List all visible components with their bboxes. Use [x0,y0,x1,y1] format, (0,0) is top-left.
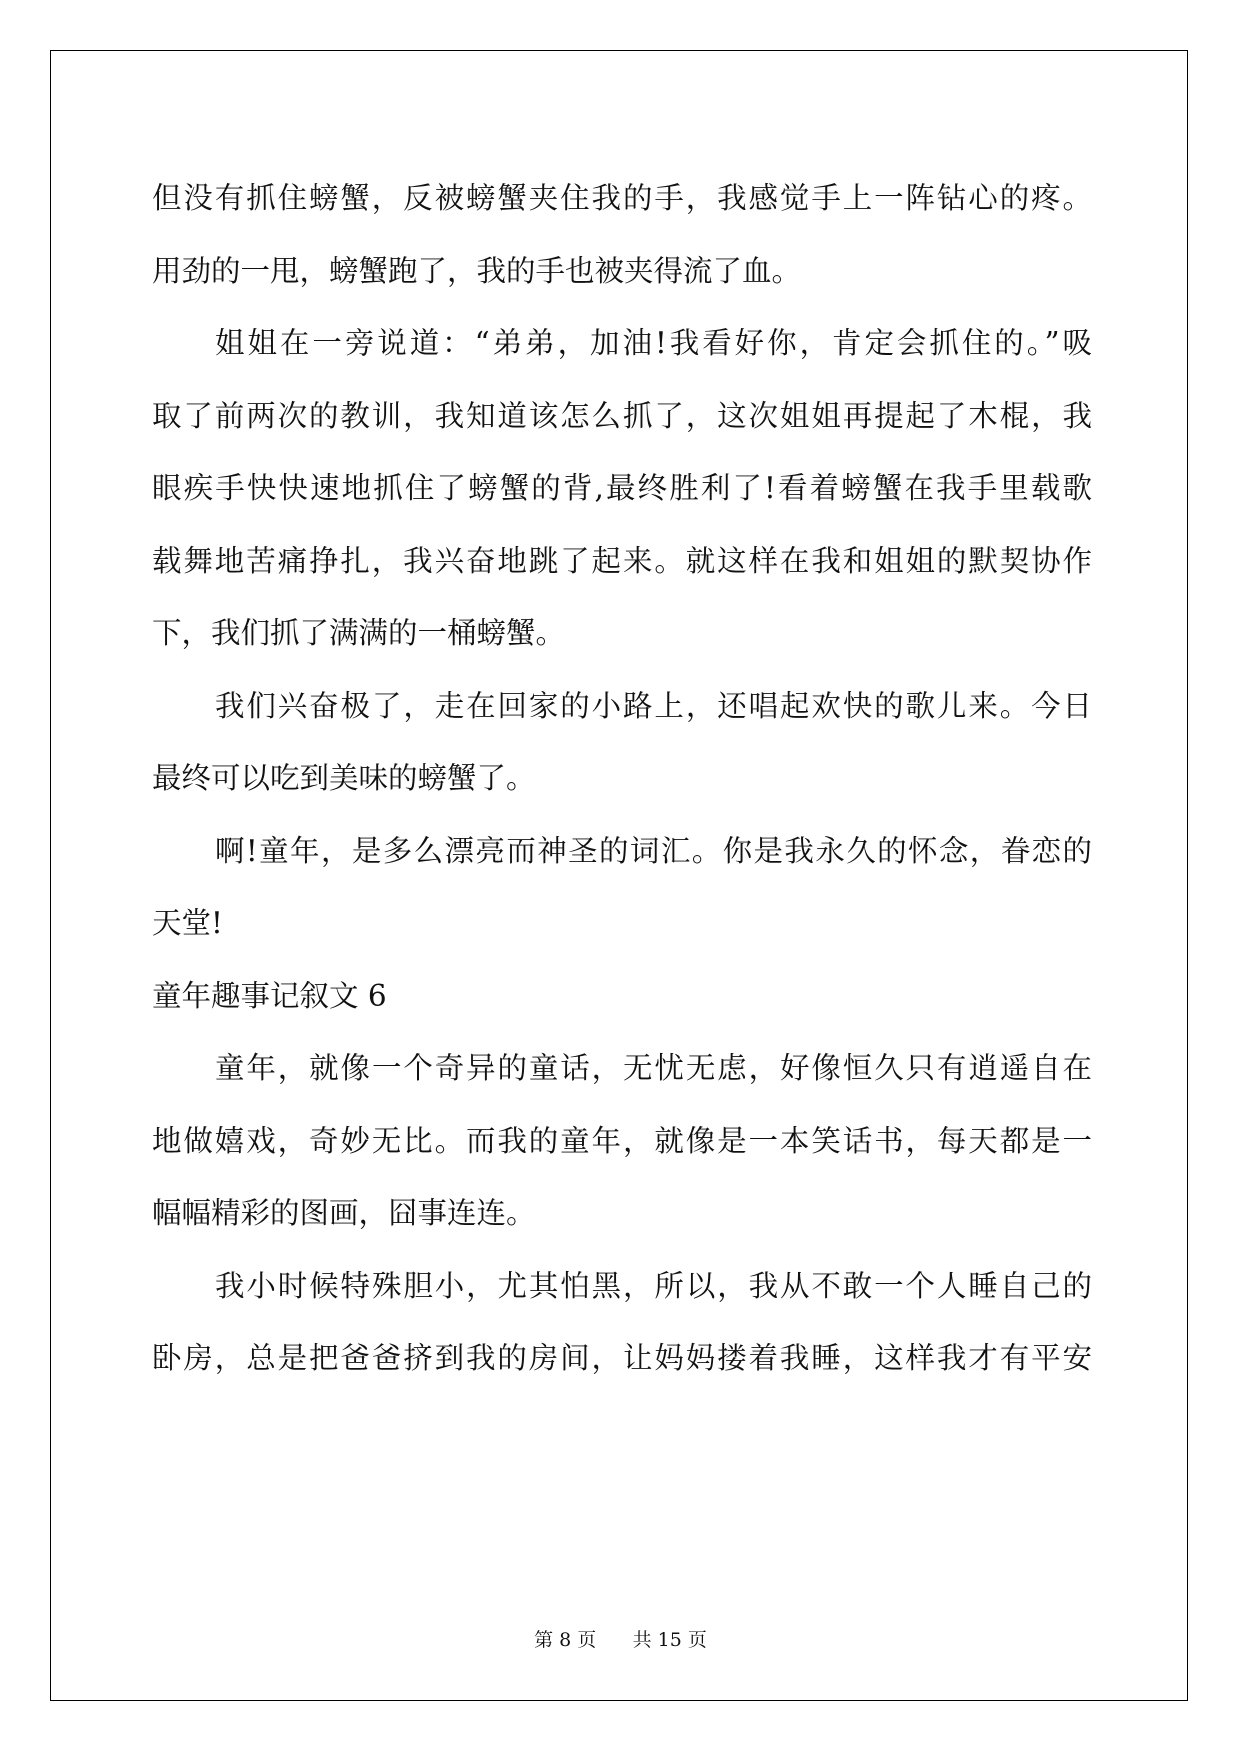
text-line: 取了前两次的教训，我知道该怎么抓了，这次姐姐再提起了木棍，我 [152,398,1092,433]
text-line: 但没有抓住螃蟹，反被螃蟹夹住我的手，我感觉手上一阵钻心的疼。 [152,181,1092,215]
document-body [152,162,1092,1395]
text-line: 用劲的一甩，螃蟹跑了，我的手也被夹得流了血。 [152,253,802,288]
text-line: 眼疾手快快速地抓住了螃蟹的背,最终胜利了!看着螃蟹在我手里载歌 [152,471,1092,505]
text-line: 我小时候特殊胆小，尤其怕黑，所以，我从不敢一个人睡自己的 [215,1268,1092,1303]
text-line: 姐姐在一旁说道：“弟弟，加油!我看好你，肯定会抓住的。”吸 [215,326,1092,360]
page-number: 第 8 页 [534,1629,597,1651]
text-line: 幅幅精彩的图画，囧事连连。 [152,1196,536,1230]
text-line: 最终可以吃到美味的螃蟹了。 [152,761,536,795]
section-heading: 童年趣事记叙文 6 [152,978,387,1013]
footer-spacer [602,1629,626,1651]
text-line: 啊!童年，是多么漂亮而神圣的词汇。你是我永久的怀念，眷恋的 [215,833,1092,868]
text-line: 卧房，总是把爸爸挤到我的房间，让妈妈搂着我睡，这样我才有平安 [152,1341,1092,1375]
text-line: 地做嬉戏，奇妙无比。而我的童年，就像是一本笑话书，每天都是一 [152,1123,1092,1158]
text-line: 下，我们抓了满满的一桶螃蟹。 [152,616,566,650]
page-footer [0,1625,1241,1652]
page-total: 共 15 页 [632,1629,707,1651]
text-line: 载舞地苦痛挣扎，我兴奋地跳了起来。就这样在我和姐姐的默契协作 [152,543,1092,578]
text-line: 我们兴奋极了，走在回家的小路上，还唱起欢快的歌儿来。今日 [215,688,1092,723]
text-line: 童年，就像一个奇异的童话，无忧无虑，好像恒久只有逍遥自在 [215,1051,1092,1085]
text-line: 天堂! [152,906,223,940]
